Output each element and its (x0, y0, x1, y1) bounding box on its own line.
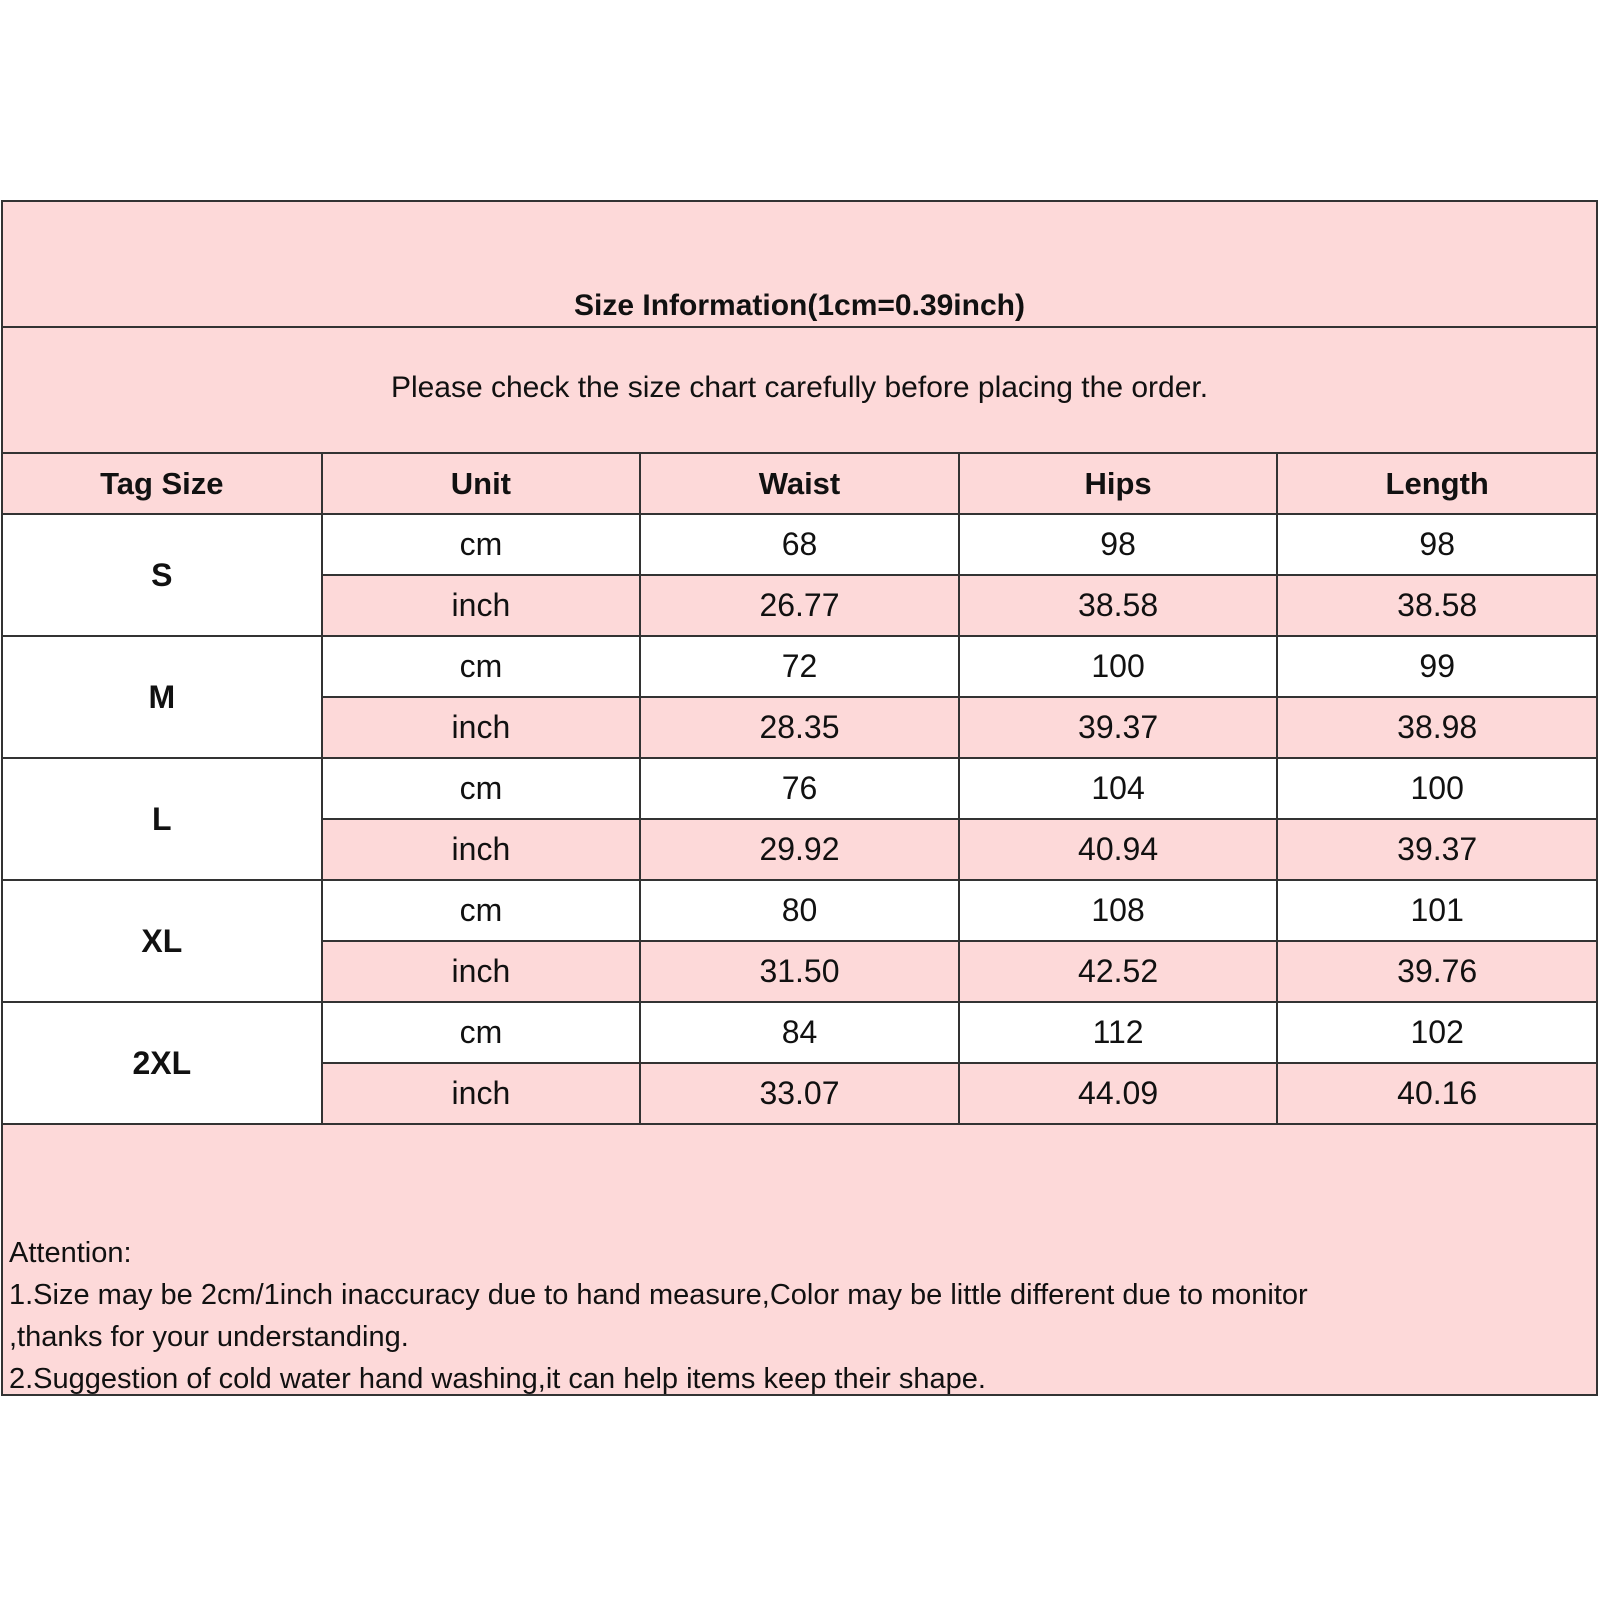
tag-size-cell: XL (3, 880, 322, 1002)
hips-cell: 38.58 (959, 575, 1278, 636)
attention-line-2: ,thanks for your understanding. (9, 1321, 409, 1353)
hips-cell: 39.37 (959, 697, 1278, 758)
waist-cell: 80 (640, 880, 959, 941)
table-header-row (3, 454, 1596, 514)
hips-cell: 104 (959, 758, 1278, 819)
unit-cell: cm (322, 880, 641, 941)
size-table (3, 454, 1596, 1125)
waist-cell: 29.92 (640, 819, 959, 880)
unit-cell: inch (322, 941, 641, 1002)
hips-cell: 100 (959, 636, 1278, 697)
unit-cell: inch (322, 1063, 641, 1124)
waist-cell: 76 (640, 758, 959, 819)
length-cell: 38.58 (1277, 575, 1596, 636)
waist-cell: 68 (640, 514, 959, 575)
header-hips: Hips (959, 454, 1278, 514)
hips-cell: 112 (959, 1002, 1278, 1063)
hips-cell: 98 (959, 514, 1278, 575)
length-cell: 39.37 (1277, 819, 1596, 880)
length-cell: 102 (1277, 1002, 1596, 1063)
tag-size-cell: S (3, 514, 322, 636)
unit-cell: inch (322, 575, 641, 636)
length-cell: 38.98 (1277, 697, 1596, 758)
header-waist: Waist (640, 454, 959, 514)
notice-text: Please check the size chart carefully before placing the order. (390, 371, 1209, 404)
attention-heading: Attention: (9, 1237, 132, 1269)
header-length: Length (1277, 454, 1596, 514)
table-row (3, 514, 1596, 575)
waist-cell: 84 (640, 1002, 959, 1063)
title-band (3, 202, 1596, 328)
waist-cell: 28.35 (640, 697, 959, 758)
attention-line-3: 2.Suggestion of cold water hand washing,it can help items keep their shape. (9, 1363, 986, 1395)
unit-cell: cm (322, 514, 641, 575)
waist-cell: 33.07 (640, 1063, 959, 1124)
hips-cell: 44.09 (959, 1063, 1278, 1124)
length-cell: 40.16 (1277, 1063, 1596, 1124)
waist-cell: 26.77 (640, 575, 959, 636)
unit-cell: inch (322, 819, 641, 880)
length-cell: 101 (1277, 880, 1596, 941)
tag-size-cell: 2XL (3, 1002, 322, 1124)
chart-title: Size Information(1cm=0.39inch) (574, 289, 1025, 322)
length-cell: 100 (1277, 758, 1596, 819)
table-row (3, 1002, 1596, 1063)
unit-cell: cm (322, 1002, 641, 1063)
hips-cell: 40.94 (959, 819, 1278, 880)
waist-cell: 72 (640, 636, 959, 697)
header-tag-size: Tag Size (3, 454, 322, 514)
hips-cell: 108 (959, 880, 1278, 941)
waist-cell: 31.50 (640, 941, 959, 1002)
attention-notes (9, 1232, 1586, 1400)
header-unit: Unit (322, 454, 641, 514)
unit-cell: inch (322, 697, 641, 758)
tag-size-cell: L (3, 758, 322, 880)
table-row (3, 758, 1596, 819)
attention-line-1: 1.Size may be 2cm/1inch inaccuracy due to hand measure,Color may be little different due to monitor (9, 1279, 1308, 1311)
table-row (3, 636, 1596, 697)
unit-cell: cm (322, 636, 641, 697)
notice-band (3, 328, 1596, 454)
hips-cell: 42.52 (959, 941, 1278, 1002)
length-cell: 98 (1277, 514, 1596, 575)
tag-size-cell: M (3, 636, 322, 758)
length-cell: 99 (1277, 636, 1596, 697)
size-chart (1, 200, 1598, 1396)
length-cell: 39.76 (1277, 941, 1596, 1002)
unit-cell: cm (322, 758, 641, 819)
table-row (3, 880, 1596, 941)
